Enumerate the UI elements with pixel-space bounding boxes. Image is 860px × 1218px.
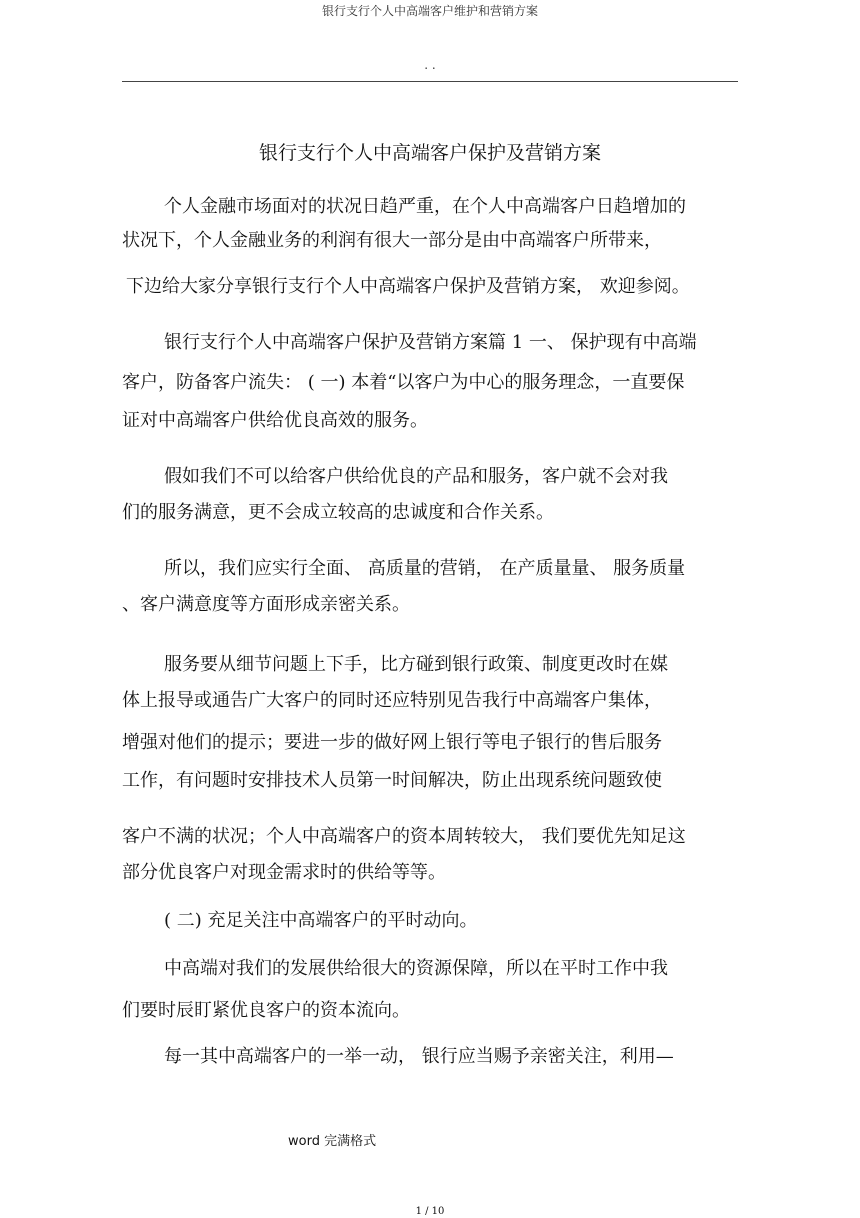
running-header: 银行支行个人中高端客户维护和营销方案 [321, 4, 538, 18]
body-line: 服务要从细节问题上下手，比方碰到银行政策、制度更改时在媒 [164, 654, 668, 675]
body-line: 所以，我们应实行全面、 高质量的营销， 在产质量量、 服务质量 [164, 558, 686, 579]
body-line: 部分优良客户对现金需求时的供给等等。 [122, 862, 446, 883]
body-line: ( 二) 充足关注中高端客户的平时动向。 [164, 910, 478, 931]
body-line: 增强对他们的提示；要进一步的做好网上银行等电子银行的售后服务 [122, 732, 662, 753]
page-number: 1 / 10 [415, 1206, 445, 1217]
body-line: 客户，防备客户流失： ( 一) 本着“以客户为中心的服务理念，一直要保 [122, 372, 685, 393]
body-line: 假如我们不可以给客户供给优良的产品和服务，客户就不会对我 [164, 466, 668, 487]
body-line: 状况下，个人金融业务的利润有很大一部分是由中高端客户所带来， [122, 230, 662, 251]
body-line: 客户不满的状况；个人中高端客户的资本周转较大， 我们要优先知足这 [122, 826, 686, 847]
body-line: 们要时辰盯紧优良客户的资本流向。 [122, 1000, 410, 1021]
header-rule [122, 81, 738, 82]
footer-text: word 完满格式 [288, 1134, 377, 1149]
body-line: 、客户满意度等方面形成亲密关系。 [122, 594, 410, 615]
body-line: 银行支行个人中高端客户保护及营销方案篇 1 一、 保护现有中高端 [164, 332, 697, 353]
body-line: 下边给大家分享银行支行个人中高端客户保护及营销方案， 欢迎参阅。 [126, 276, 690, 297]
body-line: 中高端对我们的发展供给很大的资源保障，所以在平时工作中我 [164, 958, 668, 979]
body-line: 个人金融市场面对的状况日趋严重，在个人中高端客户日趋增加的 [164, 196, 686, 217]
header-marks: . . [424, 58, 436, 72]
body-line: 证对中高端客户供给优良高效的服务。 [122, 410, 428, 431]
body-line: 们的服务满意，更不会成立较高的忠诚度和合作关系。 [122, 502, 554, 523]
body-line: 体上报导或通告广大客户的同时还应特别见告我行中高端客户集体， [122, 690, 662, 711]
document-title: 银行支行个人中高端客户保护及营销方案 [258, 142, 601, 164]
body-line: 每一其中高端客户的一举一动， 银行应当赐予亲密关注，利用— [164, 1046, 674, 1067]
body-line: 工作，有问题时安排技术人员第一时间解决，防止出现系统问题致使 [122, 770, 662, 791]
